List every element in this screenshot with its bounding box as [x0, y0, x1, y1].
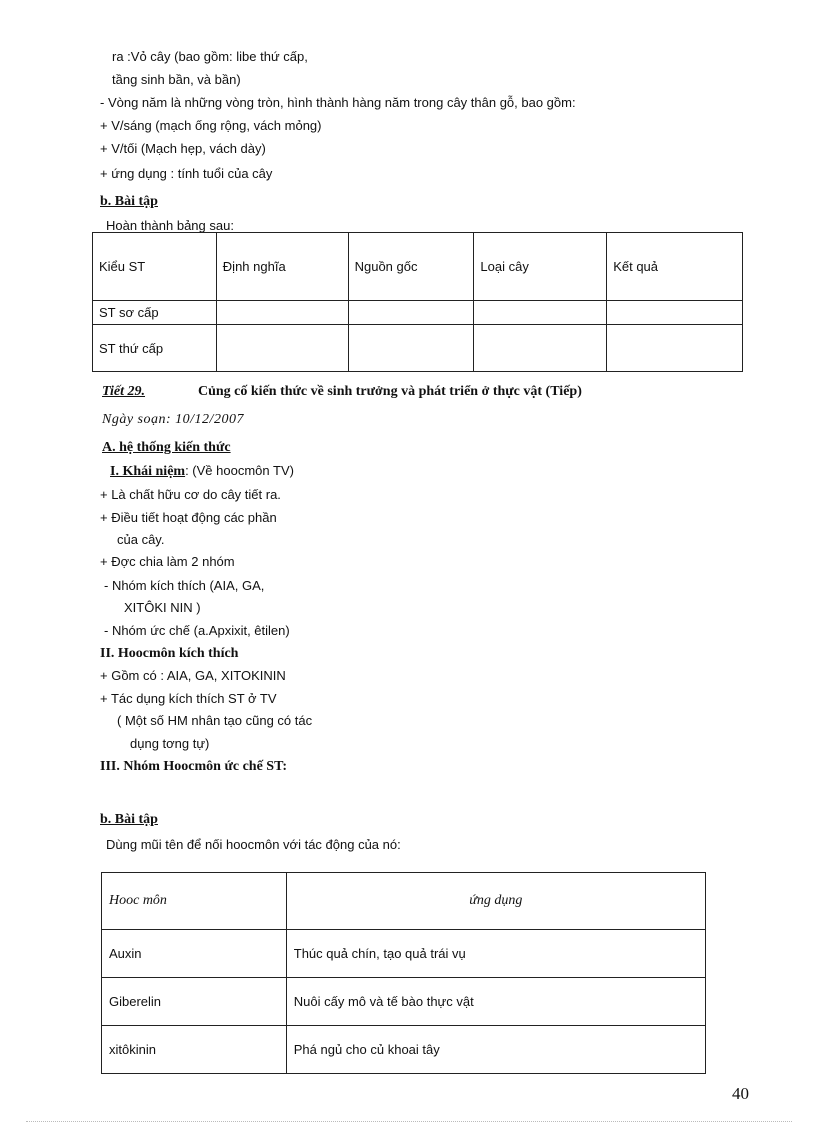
concept-item: + Là chất hữu cơ do cây tiết ra.	[100, 487, 281, 502]
table-cell: ST sơ cấp	[93, 301, 217, 325]
inhibitor-heading: III. Nhóm Hoocmôn ức chế ST:	[100, 759, 288, 774]
table-header-cell: Nguồn gốc	[348, 233, 474, 301]
concept-item: + Đợc chia làm 2 nhóm	[100, 554, 235, 569]
intro-line-5: + V/tối (Mạch hẹp, vách dày)	[100, 141, 266, 156]
intro-line-6: + ứng dụng : tính tuổi của cây	[100, 166, 273, 181]
concept-heading: I. Khái niệm	[110, 464, 186, 479]
table-header-cell: Kiểu ST	[93, 233, 217, 301]
table-cell: Thúc quả chín, tạo quả trái vụ	[286, 930, 705, 978]
concept-item: - Nhóm kích thích (AIA, GA,	[104, 578, 265, 593]
intro-line-1: ra :Vỏ cây (bao gồm: libe thứ cấp,	[112, 49, 308, 64]
concept-item: + Điều tiết hoạt động các phần	[100, 510, 277, 525]
table-cell	[474, 325, 607, 372]
intro-line-2: tầng sinh bần, và bần)	[112, 72, 241, 87]
table-row	[93, 325, 743, 372]
intro-line-4: + V/sáng (mạch ống rộng, vách mỏng)	[100, 118, 322, 133]
stimulant-item: dụng tơng tự)	[130, 736, 210, 751]
table-cell	[607, 301, 743, 325]
concept-line	[110, 462, 294, 481]
table-cell	[607, 325, 743, 372]
exercise-heading-1: b. Bài tập	[100, 194, 158, 209]
table-header-cell: Loại cây	[474, 233, 607, 301]
footer-divider	[26, 1121, 792, 1122]
stimulant-heading: II. Hoocmôn kích thích	[100, 646, 239, 661]
table-cell: ST thứ cấp	[93, 325, 217, 372]
table-cell: Giberelin	[102, 978, 287, 1026]
concept-note: : (Về hoocmôn TV)	[185, 463, 294, 478]
table-cell: Phá ngủ cho củ khoai tây	[286, 1026, 705, 1074]
table-cell	[348, 325, 474, 372]
exercise-instruction-2: Dùng mũi tên để nối hoocmôn với tác động của nó:	[106, 837, 401, 852]
lesson-date: Ngày soạn: 10/12/2007	[102, 412, 244, 427]
stimulant-item: ( Một số HM nhân tạo cũng có tác	[117, 713, 313, 728]
table-cell	[474, 301, 607, 325]
concept-item: XITÔKI NIN )	[124, 600, 201, 615]
table-header-cell: ứng dụng	[286, 873, 705, 930]
table-header-cell: Định nghĩa	[216, 233, 348, 301]
table-cell	[216, 301, 348, 325]
exercise-heading-2: b. Bài tập	[100, 812, 158, 827]
stimulant-item: + Gồm có : AIA, GA, XITOKININ	[100, 668, 286, 683]
exercise-instruction-1: Hoàn thành bảng sau:	[106, 218, 234, 233]
table-cell: xitôkinin	[102, 1026, 287, 1074]
table-row	[102, 1026, 706, 1074]
table-cell: Nuôi cấy mô và tế bào thực vật	[286, 978, 705, 1026]
hormone-table	[101, 872, 706, 1074]
lesson-label: Tiết 29.	[102, 384, 146, 399]
intro-line-3: - Vòng năm là những vòng tròn, hình thành hàng năm trong cây thân gỗ, bao gồm:	[100, 95, 576, 110]
table-row	[102, 930, 706, 978]
table-cell	[216, 325, 348, 372]
table-row	[93, 301, 743, 325]
table-header-cell: Hooc môn	[102, 873, 287, 930]
table-header-row	[93, 233, 743, 301]
concept-item: - Nhóm ức chế (a.Apxixit, êtilen)	[104, 623, 290, 638]
table-header-row	[102, 873, 706, 930]
table-cell	[348, 301, 474, 325]
lesson-title: Củng cố kiến thức về sinh trưởng và phát triển ở thực vật (Tiếp)	[198, 384, 582, 399]
table-row	[102, 978, 706, 1026]
knowledge-heading: A. hệ thống kiến thức	[102, 440, 231, 455]
growth-type-table	[92, 232, 743, 372]
concept-item: của cây.	[117, 532, 165, 547]
stimulant-item: + Tác dụng kích thích ST ở TV	[100, 691, 277, 706]
page-number: 40	[732, 1084, 749, 1103]
table-cell: Auxin	[102, 930, 287, 978]
table-header-cell: Kết quả	[607, 233, 743, 301]
